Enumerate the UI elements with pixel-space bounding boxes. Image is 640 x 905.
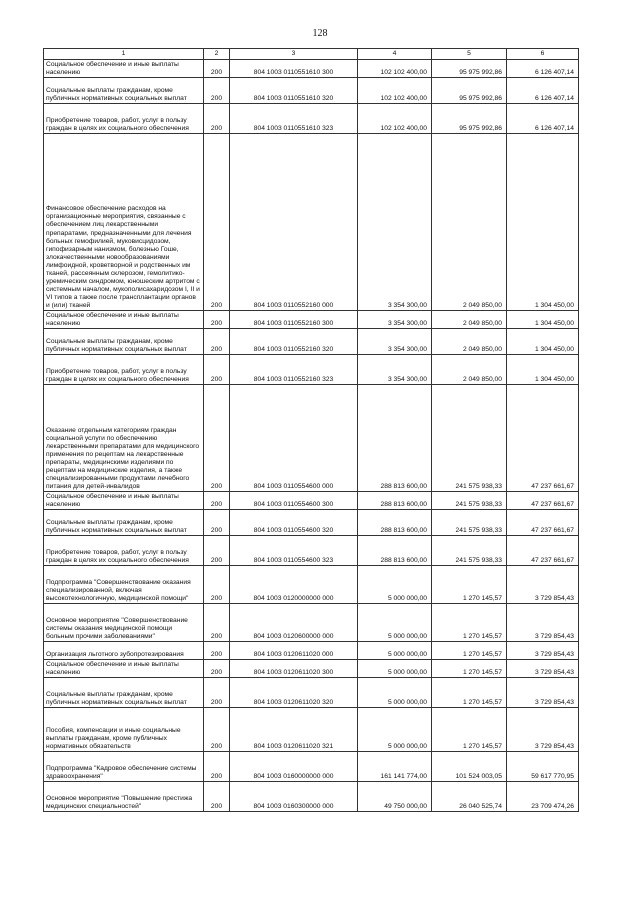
approved-amount-cell: 5 000 000,00 xyxy=(358,566,432,604)
table-row xyxy=(44,752,579,782)
admin-code-cell: 200 xyxy=(204,311,230,329)
table-row xyxy=(44,678,579,708)
remaining-amount-cell: 3 729 854,43 xyxy=(507,642,579,660)
executed-amount-cell: 1 270 145,57 xyxy=(432,708,507,752)
approved-amount-cell: 5 000 000,00 xyxy=(358,642,432,660)
remaining-amount-cell: 47 237 661,67 xyxy=(507,385,579,492)
table-row xyxy=(44,329,579,355)
table-row xyxy=(44,134,579,311)
admin-code-cell: 200 xyxy=(204,134,230,311)
admin-code-cell: 200 xyxy=(204,104,230,134)
admin-code-cell: 200 xyxy=(204,782,230,812)
budget-code-cell: 804 1003 0120000000 000 xyxy=(230,566,358,604)
admin-code-cell: 200 xyxy=(204,355,230,385)
budget-code-cell: 804 1003 0120611020 300 xyxy=(230,660,358,678)
admin-code-cell: 200 xyxy=(204,660,230,678)
executed-amount-cell: 241 575 938,33 xyxy=(432,492,507,510)
column-header: 2 xyxy=(204,49,230,60)
admin-code-cell: 200 xyxy=(204,510,230,536)
budget-code-cell: 804 1003 0110552160 300 xyxy=(230,311,358,329)
admin-code-cell: 200 xyxy=(204,536,230,566)
row-name-cell: Подпрограмма "Кадровое обеспечение системы здравоохранения" xyxy=(44,752,204,782)
approved-amount-cell: 288 813 600,00 xyxy=(358,510,432,536)
remaining-amount-cell: 47 237 661,67 xyxy=(507,536,579,566)
executed-amount-cell: 1 270 145,57 xyxy=(432,566,507,604)
remaining-amount-cell: 3 729 854,43 xyxy=(507,708,579,752)
row-name-cell: Социальные выплаты гражданам, кроме публичных нормативных социальных выплат xyxy=(44,329,204,355)
row-name-cell: Социальное обеспечение и иные выплаты населению xyxy=(44,492,204,510)
remaining-amount-cell: 1 304 450,00 xyxy=(507,311,579,329)
budget-code-cell: 804 1003 0120611020 320 xyxy=(230,678,358,708)
column-header: 6 xyxy=(507,49,579,60)
admin-code-cell: 200 xyxy=(204,78,230,104)
table-row xyxy=(44,510,579,536)
executed-amount-cell: 101 524 003,05 xyxy=(432,752,507,782)
budget-code-cell: 804 1003 0110551610 320 xyxy=(230,78,358,104)
executed-amount-cell: 1 270 145,57 xyxy=(432,678,507,708)
table-row xyxy=(44,536,579,566)
approved-amount-cell: 3 354 300,00 xyxy=(358,329,432,355)
row-name-cell: Социальные выплаты гражданам, кроме публичных нормативных социальных выплат xyxy=(44,678,204,708)
remaining-amount-cell: 1 304 450,00 xyxy=(507,134,579,311)
approved-amount-cell: 288 813 600,00 xyxy=(358,536,432,566)
table-row xyxy=(44,78,579,104)
executed-amount-cell: 241 575 938,33 xyxy=(432,385,507,492)
approved-amount-cell: 102 102 400,00 xyxy=(358,104,432,134)
remaining-amount-cell: 47 237 661,67 xyxy=(507,510,579,536)
budget-code-cell: 804 1003 0110551610 323 xyxy=(230,104,358,134)
budget-table xyxy=(43,48,579,812)
approved-amount-cell: 5 000 000,00 xyxy=(358,604,432,642)
row-name-cell: Приобретение товаров, работ, услуг в пользу граждан в целях их социального обеспечения xyxy=(44,355,204,385)
approved-amount-cell: 49 750 000,00 xyxy=(358,782,432,812)
budget-code-cell: 804 1003 0160300000 000 xyxy=(230,782,358,812)
table-row xyxy=(44,604,579,642)
row-name-cell: Социальные выплаты гражданам, кроме публичных нормативных социальных выплат xyxy=(44,78,204,104)
remaining-amount-cell: 3 729 854,43 xyxy=(507,678,579,708)
executed-amount-cell: 1 270 145,57 xyxy=(432,660,507,678)
approved-amount-cell: 161 141 774,00 xyxy=(358,752,432,782)
executed-amount-cell: 95 975 992,86 xyxy=(432,60,507,78)
table-row xyxy=(44,355,579,385)
table-row xyxy=(44,782,579,812)
admin-code-cell: 200 xyxy=(204,329,230,355)
budget-code-cell: 804 1003 0110552160 000 xyxy=(230,134,358,311)
column-header: 1 xyxy=(44,49,204,60)
table-row xyxy=(44,660,579,678)
executed-amount-cell: 2 049 850,00 xyxy=(432,134,507,311)
admin-code-cell: 200 xyxy=(204,385,230,492)
budget-code-cell: 804 1003 0160000000 000 xyxy=(230,752,358,782)
executed-amount-cell: 2 049 850,00 xyxy=(432,355,507,385)
budget-code-cell: 804 1003 0120611020 321 xyxy=(230,708,358,752)
approved-amount-cell: 288 813 600,00 xyxy=(358,385,432,492)
budget-code-cell: 804 1003 0110552160 323 xyxy=(230,355,358,385)
row-name-cell: Основное мероприятие "Совершенствование системы оказания медицинской помощи больным прочими заболеваниями" xyxy=(44,604,204,642)
remaining-amount-cell: 23 709 474,26 xyxy=(507,782,579,812)
table-row xyxy=(44,104,579,134)
remaining-amount-cell: 1 304 450,00 xyxy=(507,355,579,385)
table-row xyxy=(44,311,579,329)
executed-amount-cell: 1 270 145,57 xyxy=(432,604,507,642)
table-row xyxy=(44,642,579,660)
admin-code-cell: 200 xyxy=(204,708,230,752)
remaining-amount-cell: 3 729 854,43 xyxy=(507,660,579,678)
executed-amount-cell: 95 975 992,86 xyxy=(432,104,507,134)
approved-amount-cell: 5 000 000,00 xyxy=(358,708,432,752)
executed-amount-cell: 1 270 145,57 xyxy=(432,642,507,660)
budget-code-cell: 804 1003 0110554600 323 xyxy=(230,536,358,566)
remaining-amount-cell: 3 729 854,43 xyxy=(507,604,579,642)
budget-code-cell: 804 1003 0110551610 300 xyxy=(230,60,358,78)
approved-amount-cell: 3 354 300,00 xyxy=(358,311,432,329)
table-row xyxy=(44,566,579,604)
executed-amount-cell: 2 049 850,00 xyxy=(432,311,507,329)
executed-amount-cell: 241 575 938,33 xyxy=(432,536,507,566)
row-name-cell: Приобретение товаров, работ, услуг в пользу граждан в целях их социального обеспечения xyxy=(44,104,204,134)
admin-code-cell: 200 xyxy=(204,604,230,642)
table-row xyxy=(44,385,579,492)
page-number: 128 xyxy=(312,28,328,39)
remaining-amount-cell: 6 126 407,14 xyxy=(507,104,579,134)
budget-code-cell: 804 1003 0110554600 320 xyxy=(230,510,358,536)
approved-amount-cell: 102 102 400,00 xyxy=(358,78,432,104)
row-name-cell: Основное мероприятие "Повышение престижа медицинских специальностей" xyxy=(44,782,204,812)
remaining-amount-cell: 6 126 407,14 xyxy=(507,60,579,78)
admin-code-cell: 200 xyxy=(204,492,230,510)
approved-amount-cell: 3 354 300,00 xyxy=(358,134,432,311)
approved-amount-cell: 102 102 400,00 xyxy=(358,60,432,78)
column-header: 4 xyxy=(358,49,432,60)
budget-code-cell: 804 1003 0120600000 000 xyxy=(230,604,358,642)
row-name-cell: Пособия, компенсации и иные социальные выплаты гражданам, кроме публичных нормативных обязательств xyxy=(44,708,204,752)
budget-code-cell: 804 1003 0120611020 000 xyxy=(230,642,358,660)
budget-code-cell: 804 1003 0110554600 300 xyxy=(230,492,358,510)
row-name-cell: Социальное обеспечение и иные выплаты населению xyxy=(44,60,204,78)
admin-code-cell: 200 xyxy=(204,752,230,782)
column-header: 5 xyxy=(432,49,507,60)
table-row xyxy=(44,60,579,78)
executed-amount-cell: 241 575 938,33 xyxy=(432,510,507,536)
row-name-cell: Социальное обеспечение и иные выплаты населению xyxy=(44,311,204,329)
admin-code-cell: 200 xyxy=(204,566,230,604)
row-name-cell: Социальные выплаты гражданам, кроме публичных нормативных социальных выплат xyxy=(44,510,204,536)
table-row xyxy=(44,708,579,752)
executed-amount-cell: 2 049 850,00 xyxy=(432,329,507,355)
column-number-row xyxy=(44,49,579,60)
row-name-cell: Приобретение товаров, работ, услуг в пользу граждан в целях их социального обеспечения xyxy=(44,536,204,566)
row-name-cell: Подпрограмма "Совершенствование оказания специализированной, включая высокотехнологичную, медицинской помощи" xyxy=(44,566,204,604)
executed-amount-cell: 95 975 992,86 xyxy=(432,78,507,104)
budget-code-cell: 804 1003 0110554600 000 xyxy=(230,385,358,492)
remaining-amount-cell: 1 304 450,00 xyxy=(507,329,579,355)
approved-amount-cell: 5 000 000,00 xyxy=(358,678,432,708)
remaining-amount-cell: 6 126 407,14 xyxy=(507,78,579,104)
budget-code-cell: 804 1003 0110552160 320 xyxy=(230,329,358,355)
approved-amount-cell: 288 813 600,00 xyxy=(358,492,432,510)
admin-code-cell: 200 xyxy=(204,642,230,660)
admin-code-cell: 200 xyxy=(204,678,230,708)
row-name-cell: Социальное обеспечение и иные выплаты населению xyxy=(44,660,204,678)
admin-code-cell: 200 xyxy=(204,60,230,78)
remaining-amount-cell: 47 237 661,67 xyxy=(507,492,579,510)
approved-amount-cell: 5 000 000,00 xyxy=(358,660,432,678)
row-name-cell: Организация льготного зубопротезирования xyxy=(44,642,204,660)
row-name-cell: Финансовое обеспечение расходов на организационные мероприятия, связанные с обеспечением лиц лекарственными препаратами, предназначенными для лечения больных гемофилией, муковисцидозом, гипофизарным нанизмом, болезнью Гоше, злокачественными новообразованиями лимфоидной, кроветворной и родственных им тканей, рассеянным склерозом, гемолитико-уремическим синдромом, юношеским артритом с системным началом, мукополисахаридозом I, II и VI типов а также после трансплантации органов и (или) тканей xyxy=(44,134,204,311)
column-header: 3 xyxy=(230,49,358,60)
row-name-cell: Оказание отдельным категориям граждан социальной услуги по обеспечению лекарственными препаратами для медицинского применения по рецептам на лекарственные препараты, медицинскими изделиями по рецептам на медицинские изделия, а также специализированными продуктами лечебного питания для детей-инвалидов xyxy=(44,385,204,492)
executed-amount-cell: 26 040 525,74 xyxy=(432,782,507,812)
remaining-amount-cell: 3 729 854,43 xyxy=(507,566,579,604)
table-row xyxy=(44,492,579,510)
approved-amount-cell: 3 354 300,00 xyxy=(358,355,432,385)
remaining-amount-cell: 59 617 770,95 xyxy=(507,752,579,782)
